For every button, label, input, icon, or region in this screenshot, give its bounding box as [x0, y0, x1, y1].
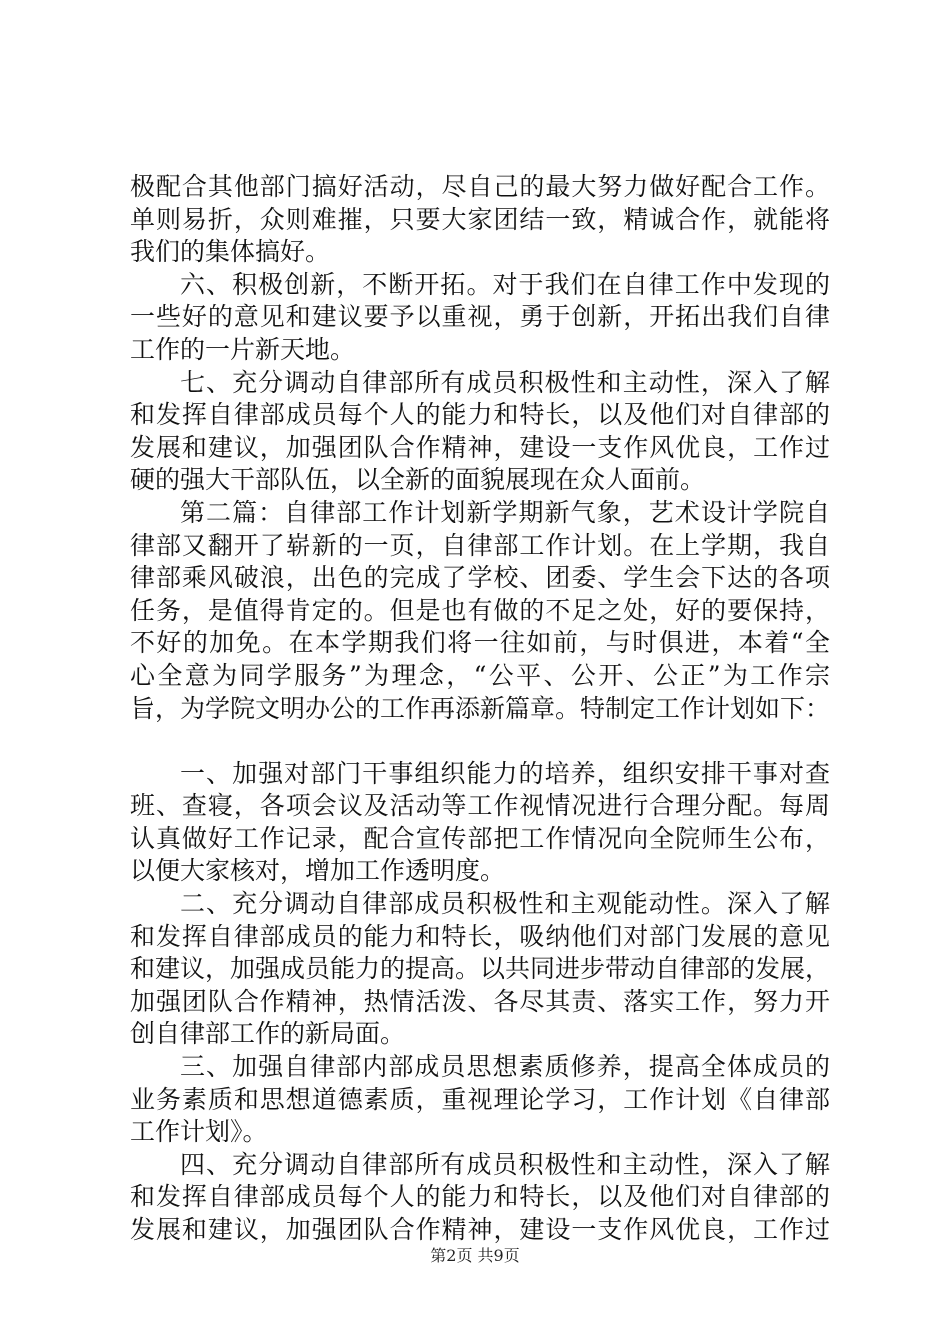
body-text [130, 171, 830, 1247]
text-line: 任务，是值得肯定的。但是也有做的不足之处，好的要保持， [130, 595, 830, 625]
paragraph-first-line: 七、充分调动自律部所有成员积极性和主动性，深入了解 [180, 367, 830, 397]
text-line: 班、查寝，各项会议及活动等工作视情况进行合理分配。每周 [130, 791, 830, 821]
blank-line [130, 725, 830, 758]
text-line: 创自律部工作的新局面。 [130, 1019, 406, 1049]
text-line: 单则易折，众则难摧，只要大家团结一致，精诚合作，就能将 [130, 204, 830, 234]
paragraph-first-line: 第二篇：自律部工作计划新学期新气象，艺术设计学院自 [180, 497, 830, 527]
page-footer: 第2页 共9页 [430, 1246, 520, 1265]
text-line: 工作的一片新天地。 [130, 334, 356, 364]
paragraph-first-line: 六、积极创新，不断开拓。对于我们在自律工作中发现的 [180, 269, 830, 299]
text-line: 律部乘风破浪，出色的完成了学校、团委、学生会下达的各项 [130, 563, 830, 593]
text-line: 心全意为同学服务”为理念，“公平、公开、公正”为工作宗 [130, 660, 830, 690]
text-line: 发展和建议，加强团队合作精神，建设一支作风优良，工作过 [130, 1215, 830, 1244]
text-line: 硬的强大干部队伍，以全新的面貌展现在众人面前。 [130, 465, 706, 495]
text-line: 我们的集体搞好。 [130, 237, 331, 267]
text-line: 和建议，加强成员能力的提高。以共同进步带动自律部的发展， [130, 954, 831, 984]
text-line: 极配合其他部门搞好活动，尽自己的最大努力做好配合工作。 [130, 172, 830, 201]
paragraph-first-line: 三、加强自律部内部成员思想素质修养，提高全体成员的 [180, 1052, 830, 1082]
text-line: 发展和建议，加强团队合作精神，建设一支作风优良，工作过 [130, 432, 830, 462]
text-line: 工作计划》。 [130, 1117, 268, 1147]
text-line: 和发挥自律部成员的能力和特长，吸纳他们对部门发展的意见 [130, 921, 830, 951]
text-line: 旨，为学院文明办公的工作再添新篇章。特制定工作计划如下： [130, 693, 831, 723]
text-line: 业务素质和思想道德素质，重视理论学习，工作计划《自律部 [130, 1084, 830, 1114]
paragraph-first-line: 二、充分调动自律部成员积极性和主观能动性。深入了解 [180, 889, 830, 919]
text-line: 一些好的意见和建议要予以重视，勇于创新，开拓出我们自律 [130, 302, 830, 332]
text-line: 和发挥自律部成员每个人的能力和特长，以及他们对自律部的 [130, 1182, 830, 1212]
text-line: 认真做好工作记录，配合宣传部把工作情况向全院师生公布， [130, 823, 830, 853]
text-line: 律部又翻开了崭新的一页，自律部工作计划。在上学期，我自 [130, 530, 830, 560]
text-line: 和发挥自律部成员每个人的能力和特长，以及他们对自律部的 [130, 400, 830, 430]
paragraph-first-line: 四、充分调动自律部所有成员积极性和主动性，深入了解 [180, 1149, 830, 1179]
text-line: 以便大家核对，增加工作透明度。 [130, 856, 506, 886]
text-line: 不好的加免。在本学期我们将一往如前，与时俱进，本着“全 [130, 628, 830, 658]
paragraph-first-line: 一、加强对部门干事组织能力的培养，组织安排干事对查 [180, 758, 830, 788]
text-line: 加强团队合作精神，热情活泼、各尽其责、落实工作，努力开 [130, 986, 830, 1016]
